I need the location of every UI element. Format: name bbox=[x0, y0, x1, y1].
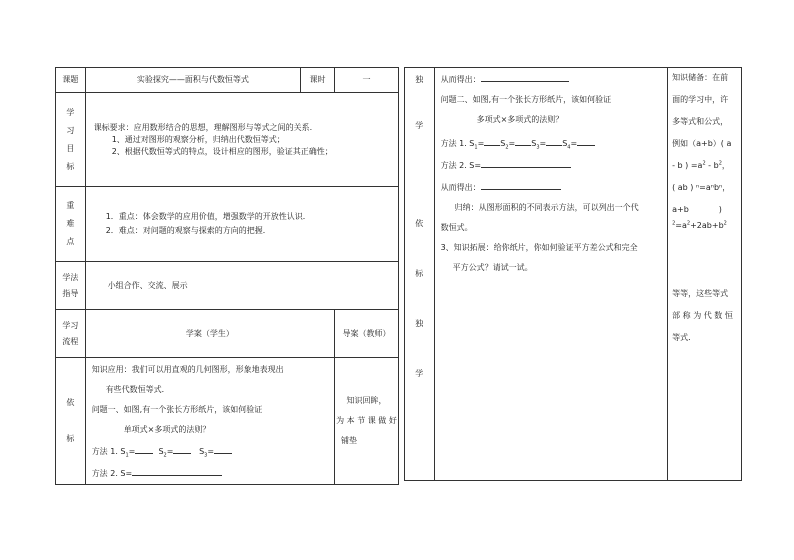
r-method-1-line: 方法 1. $S_1= S_2= S_3= S_4=$ bbox=[441, 136, 662, 150]
body-row bbox=[56, 358, 399, 485]
period-value: 一 bbox=[335, 68, 399, 93]
flow-row bbox=[56, 310, 399, 358]
period-label: 课时 bbox=[301, 68, 335, 93]
keypoints-row bbox=[56, 187, 399, 262]
teacher-column-header: 导案（教师） bbox=[335, 310, 399, 358]
goals-label: 学 习 目 标 bbox=[56, 93, 86, 187]
conclusion-1-line: 从而得出： bbox=[441, 72, 662, 86]
goals-content: 课标要求：应用数形结合的思想，理解图形与等式之间的关系. 1、通过对图形的观察分析，归纳出代数恒等式； 2、根据代数恒等式的特点，设计相应的图形，验证其正确性； bbox=[85, 93, 398, 187]
method-2-line: 方法 2. S= bbox=[92, 466, 328, 480]
right-lesson-table bbox=[404, 67, 742, 481]
left-lesson-table bbox=[55, 67, 399, 485]
conclusion-2-line: 从而得出： bbox=[441, 180, 662, 194]
r-method-2-line: 方法 2. S= bbox=[441, 158, 662, 172]
method-content: 小组合作、交流、展示 bbox=[85, 262, 398, 310]
right-side-label: 独 学 依 标 独 学 bbox=[405, 68, 435, 481]
goals-row bbox=[56, 93, 399, 187]
topic-label: 课题 bbox=[56, 68, 86, 93]
method-1-line: 方法 1. $S_1= S_2= S_3=$ bbox=[92, 444, 328, 458]
knowledge-notes: 知识储备：在前 面的学习中，许 多等式和公式， 例如（a+b）( a - b ) $=a^2 - b^2$， ( ab ) ⁿ=aⁿbⁿ， a+b ) $^2=a^2+2ab+b^2$ 等等，这些等式 部 称 为 代 数 恒 等式． bbox=[668, 68, 742, 481]
right-student-body: 从而得出： 问题二、如图,有一个张长方形纸片，该如何验证 多项式×多项式的法则？ 方法 1. $S_1= S_2= S_3= S_4=$ 方法 2. S= 从而得出： 归纳：从图形面积的不同表示方法，可以列出一个代 数恒式。 3、知识拓展：给你纸片，你如何验证平方差公式和完全 平方公式？请试一试。 bbox=[434, 68, 668, 481]
student-column-header: 学案（学生） bbox=[85, 310, 334, 358]
right-body-row bbox=[405, 68, 742, 481]
keypoints-content: 1．重点：体会数学的应用价值，增强数学的开放性认识． 2．难点：对问题的观察与探索的方向的把握． bbox=[85, 187, 398, 262]
keypoints-label: 重 难 点 bbox=[56, 187, 86, 262]
lesson-title: 实验探究——面积与代数恒等式 bbox=[85, 68, 300, 93]
method-row bbox=[56, 262, 399, 310]
header-row bbox=[56, 68, 399, 93]
teacher-body: 知识回眸， 为 本 节 课 做 好 铺垫 bbox=[335, 358, 399, 485]
body-label: 依 标 bbox=[56, 358, 86, 485]
method-label: 学法 指导 bbox=[56, 262, 86, 310]
student-body: 知识应用：我们可以用直观的几何图形，形象地表现出 有些代数恒等式． 问题一、如图,有一个张长方形纸片，该如何验证 单项式×多项式的法则？ 方法 1. $S_1= S_2= S_3=$ 方法 2. S= bbox=[85, 358, 334, 485]
flow-label: 学习 流程 bbox=[56, 310, 86, 358]
